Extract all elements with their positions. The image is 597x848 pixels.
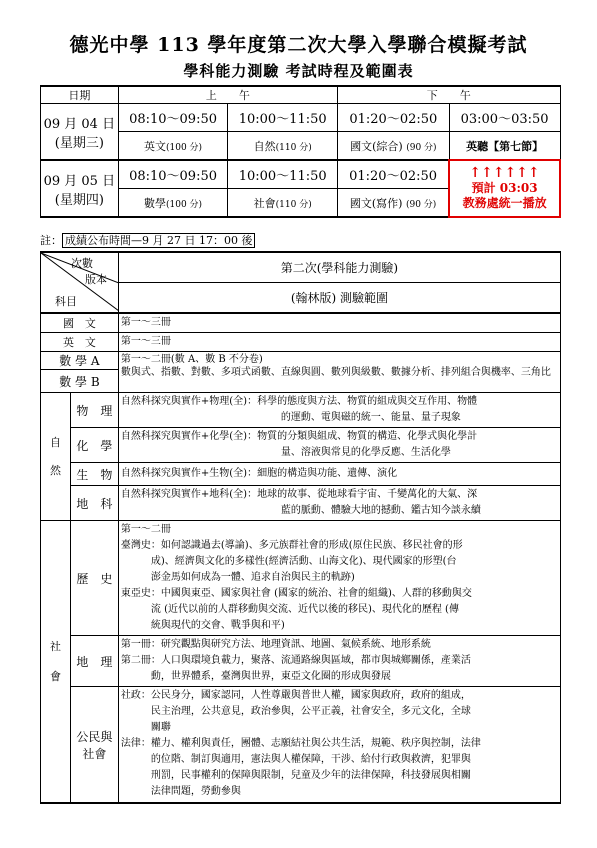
edition-label: (翰林版) 測驗範圍 bbox=[118, 283, 560, 314]
physics-content: 自然科探究與實作+物理(全)：科學的態度與方法、物質的組成與交互作用、物體 的運動、電與磁的統一、能量、量子現象 bbox=[118, 393, 560, 428]
day1-subject-4: 英聽【第七節】 bbox=[449, 132, 560, 161]
biology-content: 自然科探究與實作+生物(全)：細胞的構造與功能、遺傳、演化 bbox=[118, 463, 560, 486]
math-a-label: 數 學 A bbox=[41, 352, 119, 370]
day2-time-3: 01:20～02:50 bbox=[338, 160, 450, 189]
math-a-content: 第一～二冊(數 A、數 B 不分卷) bbox=[120, 354, 263, 365]
civics-label: 公民與社會 bbox=[70, 687, 118, 804]
geography-label: 地 理 bbox=[70, 636, 118, 687]
up-arrows: ↑↑↑↑↑↑ bbox=[469, 165, 540, 181]
social-label: 社 會 bbox=[41, 521, 71, 804]
day1-subject-1: 英文(100 分) bbox=[118, 132, 228, 161]
day1-time-1: 08:10～09:50 bbox=[118, 104, 228, 132]
corner-header-cell bbox=[41, 252, 119, 313]
math-b-content: 數與式、指數、對數、多項式函數、直線與圓、數列與級數、數據分析、排列組合與機率、三角比 bbox=[120, 367, 551, 378]
history-label: 歷 史 bbox=[70, 521, 118, 636]
biology-label: 生 物 bbox=[70, 463, 118, 486]
range-table bbox=[40, 251, 561, 804]
day1-weekday: (星期三) bbox=[54, 135, 104, 151]
day1-subject-2: 自然(110 分) bbox=[228, 132, 338, 161]
geography-content: 第一冊：研究觀點與研究方法、地理資訊、地圖、氣候系統、地形系統 第二冊：人口與環境負載力，聚落、流通路線與區域，都市與城鄉關係，產業活 動，世界體系，臺灣與世界，東亞文化圈的形成與發展 bbox=[118, 636, 560, 687]
exam-title: 第二次(學科能力測驗) bbox=[118, 252, 560, 283]
day1-time-4: 03:00～03:50 bbox=[449, 104, 560, 132]
morning-header: 上 午 bbox=[118, 86, 337, 104]
day2-subject-2: 社會(110 分) bbox=[228, 189, 338, 218]
earth-science-label: 地 科 bbox=[70, 486, 118, 521]
corner-label-version: 版本 bbox=[85, 273, 107, 286]
history-content: 第一～二冊 臺灣史：如何認識過去(導論)、多元族群社會的形成(原住民族、移民社會的形 成)、經濟與文化的多樣性(經濟活動、山海文化)、現代國家的形塑(台 澎金馬如何成為一體、追求自治與民主的軌跡) 東亞史：中國與東亞、國家與社會 (國家的統治、社會的組織)、人群的移動與交 流 (近代以前的人群移動與交流、近代以後的移民)、現代化的歷程 (傳 統與現代的交會、戰爭與和平) bbox=[118, 521, 560, 636]
civics-content: 社政：公民身分，國家認同，人性尊嚴與普世人權，國家與政府，政府的組成， 民主治理，公共意見，政治參與，公平正義，社會安全，多元文化，全球 關聯 法律：權力、權利與責任，團體、志願結社與公共生活，規範、秩序與控制，法律 的位階、制訂與適用，憲法與人權保障，干涉、給付行政與救濟，犯罪與 刑罰，民事權利的保障與限制，兒童及少年的法律保障，科技發展與相關 法律問題，勞動參與 bbox=[118, 687, 560, 804]
earth-science-content: 自然科探究與實作+地科(全)：地球的故事、從地球看宇宙、千變萬化的大氣、深 藍的脈動、體驗大地的撼動、鑑古知今談永續 bbox=[118, 486, 560, 521]
afternoon-header: 下 午 bbox=[338, 86, 560, 104]
math-content bbox=[118, 352, 560, 393]
day2-date: 09 月 05 日 bbox=[43, 173, 116, 189]
date-header: 日期 bbox=[41, 86, 119, 104]
schedule-table bbox=[40, 85, 561, 218]
chinese-label: 國 文 bbox=[41, 313, 119, 333]
corner-label-subject: 科目 bbox=[55, 295, 77, 308]
day2-time-2: 10:00～11:50 bbox=[228, 160, 338, 189]
day1-time-3: 01:20～02:50 bbox=[338, 104, 450, 132]
english-content: 第一～三冊 bbox=[118, 333, 560, 352]
listening-note-text: 教務處統一播放 bbox=[462, 196, 547, 210]
announcement-prefix: 註： bbox=[40, 234, 62, 247]
day2-weekday: (星期四) bbox=[54, 192, 104, 208]
listening-note-cell bbox=[449, 160, 560, 217]
page-title: 德光中學 113 學年度第二次大學入學聯合模擬考試 bbox=[69, 34, 528, 56]
corner-label-count: 次數 bbox=[71, 257, 93, 270]
day1-date: 09 月 04 日 bbox=[43, 116, 116, 132]
day1-time-2: 10:00～11:50 bbox=[228, 104, 338, 132]
announcement bbox=[40, 232, 255, 248]
chinese-content: 第一～三冊 bbox=[118, 313, 560, 333]
announcement-text: 成績公布時間—9 月 27 日 17：00 後 bbox=[62, 233, 255, 248]
day2-date-cell bbox=[41, 160, 119, 217]
page-subtitle: 學科能力測驗 考試時程及範圍表 bbox=[183, 62, 414, 80]
chemistry-content: 自然科探究與實作+化學(全)：物質的分類與組成、物質的構造、化學式與化學計 量、溶液與常見的化學反應、生活化學 bbox=[118, 428, 560, 463]
day2-time-1: 08:10～09:50 bbox=[118, 160, 228, 189]
day1-date-cell bbox=[41, 104, 119, 161]
listening-note-time: 預計 03:03 bbox=[471, 181, 538, 195]
english-label: 英 文 bbox=[41, 333, 119, 352]
math-b-label: 數 學 B bbox=[41, 370, 119, 393]
day2-subject-3: 國文(寫作) (90 分) bbox=[338, 189, 450, 218]
physics-label: 物 理 bbox=[70, 393, 118, 428]
science-label: 自 然 bbox=[41, 393, 71, 521]
day2-subject-1: 數學(100 分) bbox=[118, 189, 228, 218]
chemistry-label: 化 學 bbox=[70, 428, 118, 463]
day1-subject-3: 國文(綜合) (90 分) bbox=[338, 132, 450, 161]
